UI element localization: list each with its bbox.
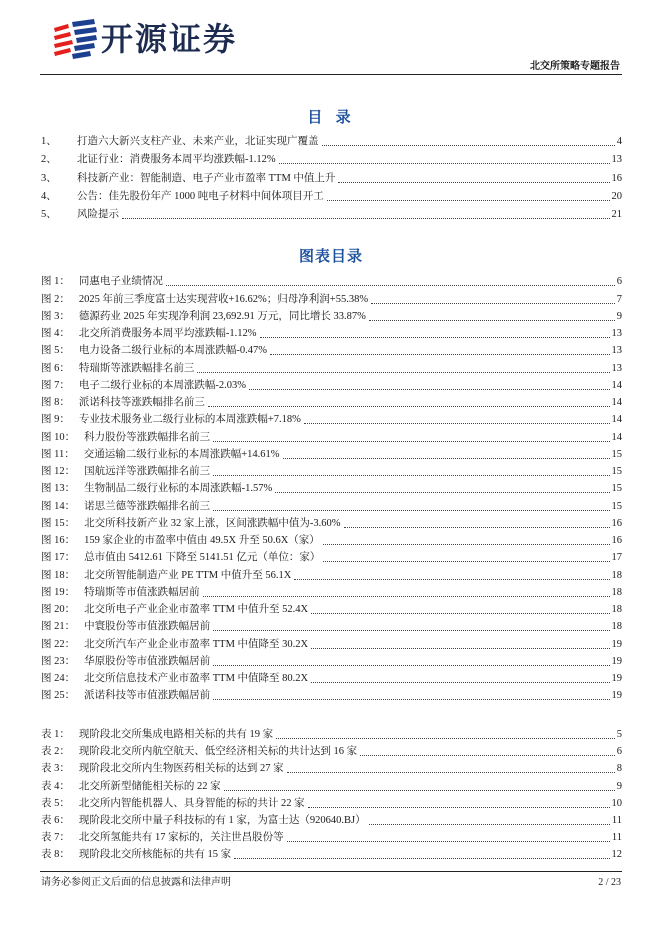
figure-entry-label: 图 16： bbox=[41, 535, 76, 546]
figure-entry-label: 图 17： bbox=[41, 552, 76, 564]
dot-leader bbox=[311, 613, 609, 614]
dot-leader bbox=[279, 163, 610, 164]
figure-entry-title: 德源药业 2025 年实现净利润 23,692.91 万元，同比增长 33.87% bbox=[78, 310, 366, 322]
figure-entry-page: 15 bbox=[611, 483, 622, 495]
table-entry[interactable] bbox=[41, 777, 622, 794]
table-entry-label: 表 5： bbox=[41, 797, 70, 809]
figure-entry-page: 19 bbox=[611, 638, 622, 650]
figure-entry-label: 图 9： bbox=[41, 414, 70, 426]
figure-entry-title: 同惠电子业绩情况 bbox=[78, 276, 163, 288]
figure-entry[interactable] bbox=[41, 394, 622, 411]
table-entry[interactable] bbox=[41, 795, 622, 812]
dot-leader bbox=[304, 423, 610, 424]
figure-entry-label: 图 7： bbox=[41, 379, 70, 391]
toc-entry-page: 13 bbox=[611, 154, 622, 166]
figure-entry-title: 总市值由 5412.61 下降至 5141.51 亿元（单位：家） bbox=[84, 552, 321, 564]
table-entry-title: 现阶段北交所内生物医药相关标的达到 27 家 bbox=[78, 763, 284, 775]
figure-entry-page: 18 bbox=[611, 569, 622, 581]
figure-entry-label: 图 3： bbox=[41, 310, 70, 322]
figure-entry-title: 中寰股份等市值涨跌幅居前 bbox=[84, 621, 211, 633]
figure-entry-label: 图 25： bbox=[41, 690, 76, 702]
figure-entry[interactable] bbox=[41, 377, 622, 394]
figure-entry-page: 19 bbox=[611, 655, 622, 667]
figure-entry[interactable] bbox=[41, 428, 622, 445]
page-indicator: 2 / 23 bbox=[598, 877, 621, 888]
table-entry-page: 5 bbox=[616, 729, 622, 741]
dot-leader bbox=[270, 354, 610, 355]
figure-entry-label: 图 2： bbox=[41, 293, 70, 305]
table-entry[interactable] bbox=[41, 743, 622, 760]
dot-leader bbox=[208, 406, 610, 407]
figure-entry[interactable] bbox=[41, 532, 622, 549]
table-entry-page: 9 bbox=[616, 780, 622, 792]
table-entry-page: 11 bbox=[611, 831, 622, 843]
figure-entry-title: 北交所智能制造产业 PE TTM 中值升至 56.1X bbox=[84, 569, 292, 581]
dot-leader bbox=[213, 630, 609, 631]
figure-entry-page: 19 bbox=[611, 673, 622, 684]
dot-leader bbox=[283, 458, 610, 459]
figure-entry-label: 图 1： bbox=[41, 276, 70, 288]
figure-entry[interactable] bbox=[41, 566, 622, 583]
table-entry[interactable] bbox=[41, 829, 622, 846]
figure-entry[interactable] bbox=[41, 359, 622, 376]
figure-entry-title: 2025 年前三季度富士达实现营收+16.62%；归母净利润+55.38% bbox=[78, 293, 369, 305]
figure-entry-label: 图 22： bbox=[41, 638, 76, 650]
figure-entry-page: 15 bbox=[611, 466, 622, 477]
figure-entry[interactable] bbox=[41, 273, 622, 290]
table-entry-page: 8 bbox=[616, 763, 622, 775]
figure-entry-title: 交通运输二级行业标的本周涨跌幅+14.61% bbox=[83, 448, 280, 460]
figure-entry-page: 17 bbox=[611, 552, 622, 564]
figure-entry-title: 北交所信息技术产业市盈率 TTM 中值降至 80.2X bbox=[84, 673, 309, 684]
table-entry[interactable] bbox=[41, 812, 622, 829]
toc-entry-number: 2、 bbox=[41, 154, 57, 166]
table-entry-page: 10 bbox=[611, 797, 622, 809]
figure-entry-label: 图 15： bbox=[41, 517, 76, 529]
figure-entry[interactable] bbox=[41, 515, 622, 532]
figure-entry[interactable] bbox=[41, 549, 622, 566]
dot-leader bbox=[311, 682, 609, 683]
dot-leader bbox=[224, 790, 615, 791]
figure-entry-page: 15 bbox=[611, 500, 622, 512]
table-entry-label: 表 7： bbox=[41, 831, 70, 843]
footer-disclaimer: 请务必参阅正文后面的信息披露和法律声明 bbox=[41, 877, 231, 888]
figures-list bbox=[41, 273, 622, 704]
toc-entry-number: 1、 bbox=[41, 136, 57, 148]
dot-leader bbox=[311, 648, 609, 649]
table-entry-label: 表 2： bbox=[41, 746, 70, 758]
toc-entry-number: 5、 bbox=[41, 208, 57, 220]
figure-entry[interactable] bbox=[41, 653, 622, 670]
figure-entry-title: 北交所汽车产业企业市盈率 TTM 中值降至 30.2X bbox=[84, 638, 309, 650]
table-entry-label: 表 3： bbox=[41, 763, 70, 775]
dot-leader bbox=[166, 285, 615, 286]
dot-leader bbox=[344, 527, 610, 528]
figure-entry-title: 派诺科技等市值涨跌幅居前 bbox=[84, 690, 211, 702]
figure-entry-page: 13 bbox=[611, 328, 622, 339]
figures-index-title: 图表目录 bbox=[298, 247, 363, 265]
table-entry-label: 表 4： bbox=[41, 780, 70, 792]
figure-entry-label: 图 10： bbox=[41, 431, 76, 443]
figure-entry-title: 专业技术服务业二级行业标的本周涨跌幅+7.18% bbox=[78, 414, 301, 426]
table-entry-title: 北交所氢能共有 17 家标的，关注世昌股份等 bbox=[78, 831, 284, 843]
figure-entry-page: 19 bbox=[611, 690, 622, 702]
dot-leader bbox=[338, 182, 609, 183]
figure-entry-label: 图 19： bbox=[41, 586, 76, 598]
figure-entry-page: 14 bbox=[611, 397, 622, 408]
dot-leader bbox=[308, 807, 610, 808]
figure-entry-page: 18 bbox=[611, 621, 622, 633]
dot-leader bbox=[327, 200, 610, 201]
toc-entry-title: 风险提示 bbox=[77, 208, 119, 220]
figure-entry-label: 图 24： bbox=[41, 673, 76, 684]
toc-list bbox=[41, 132, 622, 223]
figure-entry-label: 图 12： bbox=[41, 466, 76, 477]
table-entry-label: 表 6： bbox=[41, 814, 70, 826]
toc-entry-title: 公告：佳先股份年产 1000 吨电子材料中间体项目开工 bbox=[77, 190, 324, 202]
toc-entry[interactable] bbox=[41, 205, 622, 223]
toc-title: 目 录 bbox=[307, 108, 355, 126]
dot-leader bbox=[323, 544, 610, 545]
table-entry[interactable] bbox=[41, 760, 622, 777]
figure-entry-title: 电子二级行业标的本周涨跌幅-2.03% bbox=[78, 379, 246, 391]
toc-entry-page: 21 bbox=[611, 208, 622, 220]
toc-entry[interactable] bbox=[41, 187, 622, 205]
figure-entry[interactable] bbox=[41, 342, 622, 359]
dot-leader bbox=[249, 389, 610, 390]
figure-entry-page: 13 bbox=[611, 362, 622, 374]
dot-leader bbox=[287, 841, 610, 842]
toc-entry-page: 4 bbox=[616, 136, 622, 148]
dot-leader bbox=[276, 738, 615, 739]
figure-entry-label: 图 21： bbox=[41, 621, 76, 633]
figure-entry-page: 16 bbox=[611, 517, 622, 529]
table-entry-label: 表 8： bbox=[41, 849, 70, 861]
figure-entry-label: 图 18： bbox=[41, 569, 76, 581]
figure-entry-title: 诺思兰德等涨跌幅排名前三 bbox=[84, 500, 211, 512]
figure-entry-page: 16 bbox=[611, 535, 622, 546]
figure-entry-page: 7 bbox=[616, 293, 622, 305]
dot-leader bbox=[234, 858, 609, 859]
figure-entry-page: 13 bbox=[611, 345, 622, 357]
figure-entry[interactable] bbox=[41, 618, 622, 635]
figure-entry-page: 15 bbox=[611, 448, 622, 460]
table-entry-page: 11 bbox=[611, 814, 622, 826]
figure-entry-label: 图 4： bbox=[41, 328, 70, 339]
figure-entry-title: 生物制品二级行业标的本周涨跌幅-1.57% bbox=[84, 483, 273, 495]
table-entry-title: 现阶段北交所中量子科技标的有 1 家，为富士达（920640.BJ） bbox=[78, 814, 366, 826]
figure-entry-page: 14 bbox=[611, 414, 622, 426]
figure-entry-label: 图 11： bbox=[41, 448, 75, 460]
figure-entry-label: 图 8： bbox=[41, 397, 70, 408]
dot-leader bbox=[369, 824, 610, 825]
figure-entry-label: 图 14： bbox=[41, 500, 76, 512]
dot-leader bbox=[203, 596, 610, 597]
tables-list bbox=[41, 726, 622, 863]
toc-entry-page: 20 bbox=[611, 190, 622, 202]
toc-entry[interactable] bbox=[41, 168, 622, 186]
dot-leader bbox=[287, 772, 615, 773]
figure-entry[interactable] bbox=[41, 411, 622, 428]
toc-entry-title: 打造六大新兴支柱产业、未来产业，北证实现广覆盖 bbox=[77, 136, 319, 148]
dot-leader bbox=[369, 320, 615, 321]
figure-entry[interactable] bbox=[41, 635, 622, 652]
dot-leader bbox=[360, 755, 615, 756]
figure-entry-title: 159 家企业的市盈率中值由 49.5X 升至 50.6X（家） bbox=[84, 535, 320, 546]
figure-entry-title: 国航远洋等涨跌幅排名前三 bbox=[84, 466, 211, 477]
figure-entry-label: 图 6： bbox=[41, 362, 70, 374]
dot-leader bbox=[294, 579, 609, 580]
figure-entry-title: 特瑞斯等涨跌幅排名前三 bbox=[78, 362, 195, 374]
header-divider bbox=[40, 74, 622, 75]
figure-entry-title: 特瑞斯等市值涨跌幅居前 bbox=[84, 586, 200, 598]
table-entry[interactable] bbox=[41, 846, 622, 863]
figure-entry-page: 9 bbox=[616, 310, 622, 322]
table-entry-title: 现阶段北交所内航空航天、低空经济相关标的共计达到 16 家 bbox=[78, 746, 358, 758]
figure-entry-title: 科力股份等涨跌幅排名前三 bbox=[84, 431, 211, 443]
figure-entry-label: 图 20： bbox=[41, 604, 76, 615]
dot-leader bbox=[260, 337, 610, 338]
table-entry-title: 现阶段北交所核能标的共有 15 家 bbox=[78, 849, 232, 861]
dot-leader bbox=[323, 561, 609, 562]
dot-leader bbox=[213, 699, 609, 700]
figure-entry[interactable] bbox=[41, 480, 622, 497]
brand-logo-text: 开源证券 bbox=[101, 20, 238, 58]
toc-entry-title: 科技新产业：智能制造、电子产业市盈率 TTM 中值上升 bbox=[77, 172, 336, 184]
figure-entry-title: 电力设备二级行业标的本周涨跌幅-0.47% bbox=[78, 345, 267, 357]
figure-entry[interactable] bbox=[41, 446, 622, 463]
figure-entry-page: 18 bbox=[611, 586, 622, 598]
toc-entry[interactable] bbox=[41, 132, 622, 150]
brand-logo-icon bbox=[52, 19, 98, 63]
figure-entry-title: 派诺科技等涨跌幅排名前三 bbox=[78, 397, 205, 408]
figure-entry-title: 北交所消费服务本周平均涨跌幅-1.12% bbox=[78, 328, 257, 339]
dot-leader bbox=[371, 303, 615, 304]
figure-entry-page: 18 bbox=[611, 604, 622, 615]
figure-entry[interactable] bbox=[41, 497, 622, 514]
figure-entry-label: 图 23： bbox=[41, 655, 76, 667]
table-entry-title: 现阶段北交所集成电路相关标的共有 19 家 bbox=[78, 729, 274, 741]
table-entry-title: 北交所新型储能相关标的 22 家 bbox=[78, 780, 221, 792]
figure-entry[interactable] bbox=[41, 670, 622, 687]
figure-entry-label: 图 5： bbox=[41, 345, 70, 357]
dot-leader bbox=[197, 372, 609, 373]
figure-entry[interactable] bbox=[41, 584, 622, 601]
figure-entry[interactable] bbox=[41, 687, 622, 704]
dot-leader bbox=[213, 665, 609, 666]
toc-entry-page: 16 bbox=[611, 172, 622, 184]
figure-entry[interactable] bbox=[41, 463, 622, 480]
toc-entry-number: 4、 bbox=[41, 190, 57, 202]
table-entry-page: 6 bbox=[616, 746, 622, 758]
figure-entry-page: 14 bbox=[611, 379, 622, 391]
figure-entry[interactable] bbox=[41, 325, 622, 342]
figure-entry[interactable] bbox=[41, 308, 622, 325]
dot-leader bbox=[275, 492, 609, 493]
toc-entry-title: 北证行业：消费服务本周平均涨跌幅-1.12% bbox=[77, 154, 276, 166]
report-type: 北交所策略专题报告 bbox=[530, 61, 620, 72]
figure-entry-label: 图 13： bbox=[41, 483, 76, 495]
table-entry-label: 表 1： bbox=[41, 729, 70, 741]
figure-entry-title: 华原股份等市值涨跌幅居前 bbox=[84, 655, 211, 667]
figure-entry-page: 6 bbox=[616, 276, 622, 288]
table-entry-title: 北交所内智能机器人、具身智能的标的共计 22 家 bbox=[78, 797, 305, 809]
figure-entry-page: 14 bbox=[611, 431, 622, 443]
figure-entry[interactable] bbox=[41, 290, 622, 307]
dot-leader bbox=[213, 475, 609, 476]
figure-entry-title: 北交所科技新产业 32 家上涨，区间涨跌幅中值为-3.60% bbox=[84, 517, 341, 529]
dot-leader bbox=[322, 145, 615, 146]
dot-leader bbox=[213, 510, 609, 511]
table-entry[interactable] bbox=[41, 726, 622, 743]
toc-entry[interactable] bbox=[41, 150, 622, 168]
footer-divider bbox=[40, 871, 622, 872]
dot-leader bbox=[122, 218, 610, 219]
table-entry-page: 12 bbox=[611, 849, 622, 861]
dot-leader bbox=[213, 441, 609, 442]
figure-entry[interactable] bbox=[41, 601, 622, 618]
figure-entry-title: 北交所电子产业企业市盈率 TTM 中值升至 52.4X bbox=[84, 604, 309, 615]
toc-entry-number: 3、 bbox=[41, 172, 57, 184]
